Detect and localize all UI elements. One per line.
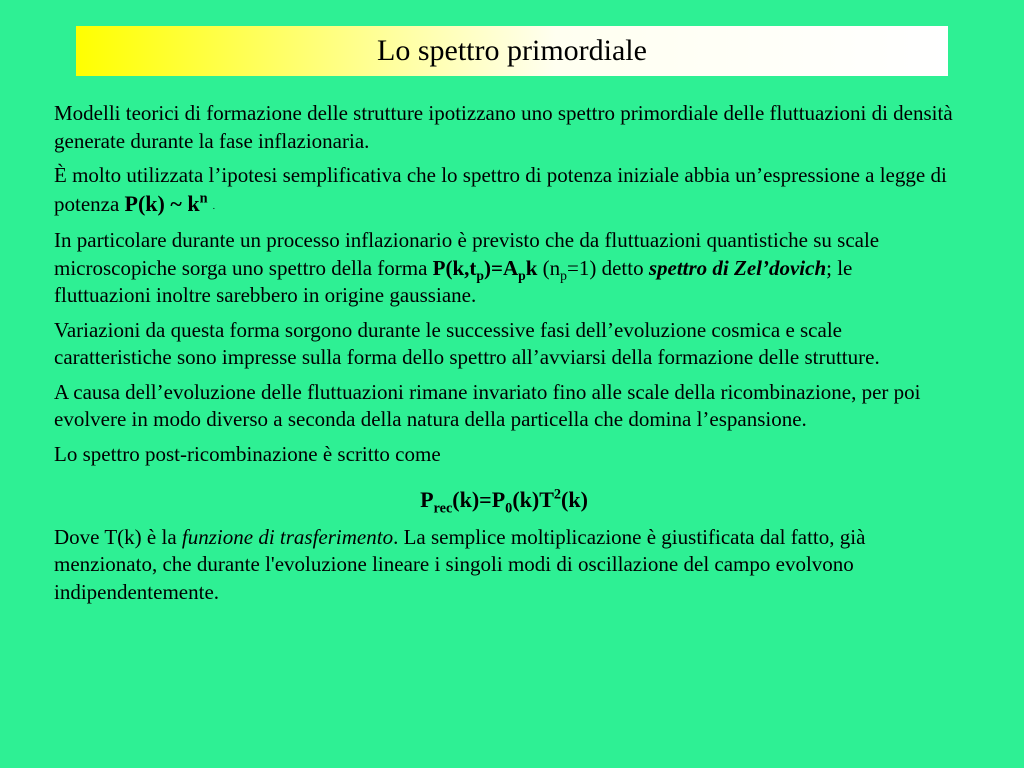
slide-title: Lo spettro primordiale [377, 34, 647, 67]
spectral-index-a: (n [537, 255, 561, 280]
paragraph-6: Lo spettro post-ricombinazione è scritto come [54, 441, 441, 466]
paragraph-7-text-b: . La semplice moltiplicazione è giustificata dal fatto, già menzionato, che durante l'evoluzione lineare i singoli modi di oscillazione del campo evolvono indipendentemente. [54, 524, 866, 604]
paragraph-3-text-b: ; le fluttuazioni inoltre sarebbero in origine gaussiane. [54, 255, 853, 307]
paragraph-7-text-a: Dove T(k) è la [54, 524, 182, 549]
transfer-function-term: funzione di trasferimento [181, 524, 394, 549]
eq-sub-0: 0 [505, 500, 513, 517]
eq-part-b: (k)=P [452, 487, 506, 512]
paragraph-5: A causa dell’evoluzione delle fluttuazioni rimane invariato fino alle scale della ricombinazione, per poi evolvere in modo diverso a seconda della natura della particella che domina l’espansione. [54, 379, 921, 431]
eq-part-c: (k)T [512, 487, 554, 512]
spectral-index-b: =1) detto [567, 255, 649, 280]
eq-part-d: (k) [561, 487, 588, 512]
slide-body [54, 100, 954, 613]
paragraph-7 [54, 524, 954, 607]
post-recombination-equation [54, 486, 954, 517]
zeldovich-term: spettro di Zel’dovich [648, 255, 827, 280]
paragraph-3 [54, 227, 954, 310]
eq-sup-2: 2 [553, 486, 562, 503]
zeldovich-formula-sub-2: p [518, 267, 526, 283]
eq-part-a: P [420, 487, 434, 512]
power-law-base: P(k) ~ k [124, 190, 200, 216]
paragraph-1: Modelli teorici di formazione delle strutture ipotizzano uno spettro primordiale delle fluttuazioni di densità generate durante la fase inflazionaria. [54, 101, 953, 153]
paragraph-2-text: È molto utilizzata l’ipotesi semplificativa che lo spettro di potenza iniziale abbia un’espressione a legge di potenza [54, 163, 947, 216]
eq-sub-rec: rec [433, 500, 453, 517]
zeldovich-formula [432, 255, 538, 283]
zeldovich-formula-part-c: k [525, 255, 538, 280]
zeldovich-formula-sub-1: p [476, 267, 485, 283]
paragraph-2-end: . [212, 200, 216, 211]
zeldovich-formula-part-a: P(k,t [432, 255, 477, 280]
paragraph-4: Variazioni da questa forma sorgono durante le successive fasi dell’evoluzione cosmica e scale caratteristiche sono impresse sulla forma dello spettro all’avviarsi della formazione delle strutture. [54, 317, 880, 369]
paragraph-2 [54, 162, 954, 220]
spectral-index-sub: p [560, 267, 567, 283]
title-bar [76, 26, 948, 76]
paragraph-3-text-a: In particolare durante un processo inflazionario è previsto che da fluttuazioni quantistiche su scale microscopiche sorga uno spettro della forma [54, 228, 880, 280]
power-law-formula [125, 191, 208, 216]
power-law-exponent: n [199, 190, 208, 207]
zeldovich-formula-part-b: )=A [484, 255, 519, 280]
